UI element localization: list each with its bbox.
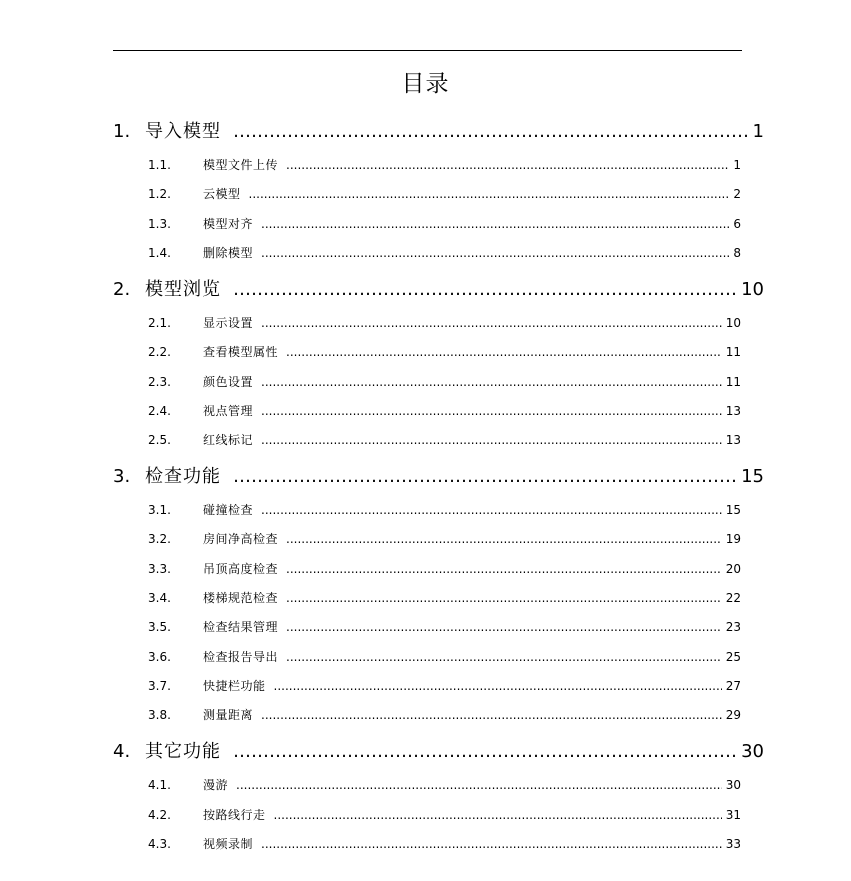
- toc-entry-number: 1.3.: [148, 216, 171, 231]
- toc-entry-number: 1.1.: [148, 158, 171, 172]
- toc-entry-page-number: 33: [725, 836, 741, 851]
- toc-section-entry[interactable]: [148, 677, 741, 695]
- toc-entry-page-number: 13: [725, 433, 741, 448]
- toc-entry-page-number: 31: [725, 807, 741, 822]
- toc-entry-title: 按路线行走: [203, 807, 266, 822]
- toc-entry-title: 检查结果管理: [203, 620, 279, 635]
- toc-entry-number: 2.4.: [148, 403, 171, 418]
- toc-entry-page-number: 13: [725, 403, 741, 418]
- toc-section-entry[interactable]: [148, 589, 741, 607]
- toc-section-entry[interactable]: [148, 776, 741, 794]
- toc-entry-title: 模型浏览: [145, 278, 221, 300]
- toc-entry-number: 4.: [113, 741, 131, 763]
- toc-entry-page-number: 15: [741, 466, 764, 488]
- page-title: 目录: [401, 71, 450, 97]
- toc-dot-leader: [261, 835, 722, 853]
- toc-entry-number: 1.2.: [148, 187, 171, 202]
- toc-section-entry[interactable]: [148, 244, 741, 262]
- toc-entry-page-number: 10: [725, 315, 741, 330]
- toc-chapter-entry[interactable]: [113, 464, 764, 490]
- toc-section-entry[interactable]: [148, 185, 741, 203]
- toc-dot-leader: [233, 119, 751, 145]
- toc-entry-page-number: 22: [725, 591, 741, 605]
- toc-entry-title: 模型文件上传: [203, 158, 279, 172]
- toc-section-entry[interactable]: [148, 618, 741, 636]
- toc-dot-leader: [274, 806, 722, 824]
- toc-entry-title: 颜色设置: [203, 374, 254, 389]
- toc-dot-leader: [286, 156, 729, 174]
- toc-entry-title: 云模型: [203, 187, 241, 202]
- toc-section-entry[interactable]: [148, 560, 741, 578]
- toc-section-entry[interactable]: [148, 215, 741, 233]
- header-rule: [113, 50, 742, 51]
- toc-dot-leader: [286, 530, 722, 548]
- toc-entry-title: 房间净高检查: [203, 532, 279, 547]
- toc-section-entry[interactable]: [148, 648, 741, 666]
- toc-entry-title: 删除模型: [203, 245, 254, 260]
- toc-entry-number: 3.6.: [148, 649, 171, 664]
- toc-entry-title: 视频录制: [203, 836, 254, 851]
- toc-section-entry[interactable]: [148, 343, 741, 361]
- toc-entry-number: 2.5.: [148, 433, 171, 448]
- toc-entry-title: 漫游: [203, 778, 229, 793]
- toc-dot-leader: [261, 314, 722, 332]
- toc-section-entry[interactable]: [148, 156, 741, 174]
- toc-entry-page-number: 1: [733, 158, 741, 172]
- toc-entry-title: 查看模型属性: [203, 345, 279, 360]
- toc-entry-number: 3.4.: [148, 591, 171, 605]
- toc-entry-number: 3.5.: [148, 620, 171, 635]
- toc-entry-number: 2.: [113, 278, 131, 300]
- toc-entry-title: 视点管理: [203, 403, 254, 418]
- toc-entry-page-number: 15: [725, 503, 741, 518]
- toc-chapter-entry[interactable]: [113, 119, 764, 145]
- toc-section-entry[interactable]: [148, 835, 741, 853]
- toc-chapter-entry[interactable]: [113, 739, 764, 765]
- toc-entry-page-number: 20: [725, 561, 741, 576]
- toc-section-entry[interactable]: [148, 806, 741, 824]
- toc-entry-number: 4.3.: [148, 836, 171, 851]
- toc-entry-page-number: 30: [741, 741, 764, 763]
- toc-entry-number: 2.1.: [148, 315, 171, 330]
- toc-dot-leader: [261, 431, 722, 449]
- toc-entry-number: 3.: [113, 466, 131, 488]
- toc-entry-title: 碰撞检查: [203, 503, 254, 518]
- toc-entry-title: 红线标记: [203, 433, 254, 448]
- toc-section-entry[interactable]: [148, 501, 741, 519]
- toc-section-entry[interactable]: [148, 431, 741, 449]
- toc-dot-leader: [261, 244, 729, 262]
- toc-entry-page-number: 30: [725, 778, 741, 793]
- toc-entry-number: 4.2.: [148, 807, 171, 822]
- toc-dot-leader: [286, 343, 722, 361]
- toc-dot-leader: [261, 501, 722, 519]
- toc-entry-title: 快捷栏功能: [203, 678, 266, 693]
- toc-entry-number: 2.3.: [148, 374, 171, 389]
- toc-entry-page-number: 11: [725, 345, 741, 360]
- toc-dot-leader: [233, 464, 739, 490]
- toc-dot-leader: [261, 706, 722, 724]
- toc-entry-page-number: 29: [725, 708, 741, 723]
- toc-section-entry[interactable]: [148, 373, 741, 391]
- toc-entry-number: 3.2.: [148, 532, 171, 547]
- toc-dot-leader: [286, 618, 722, 636]
- toc-chapter-entry[interactable]: [113, 277, 764, 303]
- toc-entry-number: 3.7.: [148, 678, 171, 693]
- toc-entry-number: 1.4.: [148, 245, 171, 260]
- toc-entry-title: 测量距离: [203, 708, 254, 723]
- toc-entry-number: 4.1.: [148, 778, 171, 793]
- toc-section-entry[interactable]: [148, 530, 741, 548]
- toc-entry-title: 楼梯规范检查: [203, 591, 279, 605]
- toc-entry-title: 检查功能: [145, 466, 221, 488]
- toc-entry-title: 其它功能: [145, 741, 221, 763]
- toc-dot-leader: [286, 648, 722, 666]
- toc-dot-leader: [261, 373, 722, 391]
- toc-dot-leader: [233, 739, 739, 765]
- toc-section-entry[interactable]: [148, 706, 741, 724]
- toc-entry-number: 3.8.: [148, 708, 171, 723]
- toc-dot-leader: [249, 185, 730, 203]
- toc-entry-title: 导入模型: [145, 121, 221, 142]
- toc-entry-number: 2.2.: [148, 345, 171, 360]
- toc-entry-page-number: 23: [725, 620, 741, 635]
- toc-dot-leader: [233, 277, 739, 303]
- toc-entry-page-number: 8: [733, 245, 741, 260]
- toc-dot-leader: [236, 776, 722, 794]
- toc-entry-title: 检查报告导出: [203, 649, 279, 664]
- toc-entry-title: 模型对齐: [203, 216, 254, 231]
- toc-entry-page-number: 27: [725, 678, 741, 693]
- toc-section-entry[interactable]: [148, 402, 741, 420]
- toc-entry-page-number: 10: [741, 278, 764, 300]
- toc-entry-title: 吊顶高度检查: [203, 561, 279, 576]
- toc-dot-leader: [261, 402, 722, 420]
- toc-dot-leader: [261, 215, 729, 233]
- toc-entry-page-number: 1: [752, 121, 764, 142]
- toc-entry-number: 1.: [113, 121, 131, 142]
- toc-dot-leader: [286, 589, 722, 607]
- toc-entry-title: 显示设置: [203, 315, 254, 330]
- toc-entry-number: 3.3.: [148, 561, 171, 576]
- toc-entry-page-number: 2: [733, 187, 741, 202]
- toc-entry-page-number: 11: [725, 374, 741, 389]
- toc-entry-page-number: 25: [725, 649, 741, 664]
- toc-entry-page-number: 6: [733, 216, 741, 231]
- toc-dot-leader: [274, 677, 722, 695]
- toc-section-entry[interactable]: [148, 314, 741, 332]
- toc-entry-number: 3.1.: [148, 503, 171, 518]
- toc-entry-page-number: 19: [725, 532, 741, 547]
- toc-dot-leader: [286, 560, 722, 578]
